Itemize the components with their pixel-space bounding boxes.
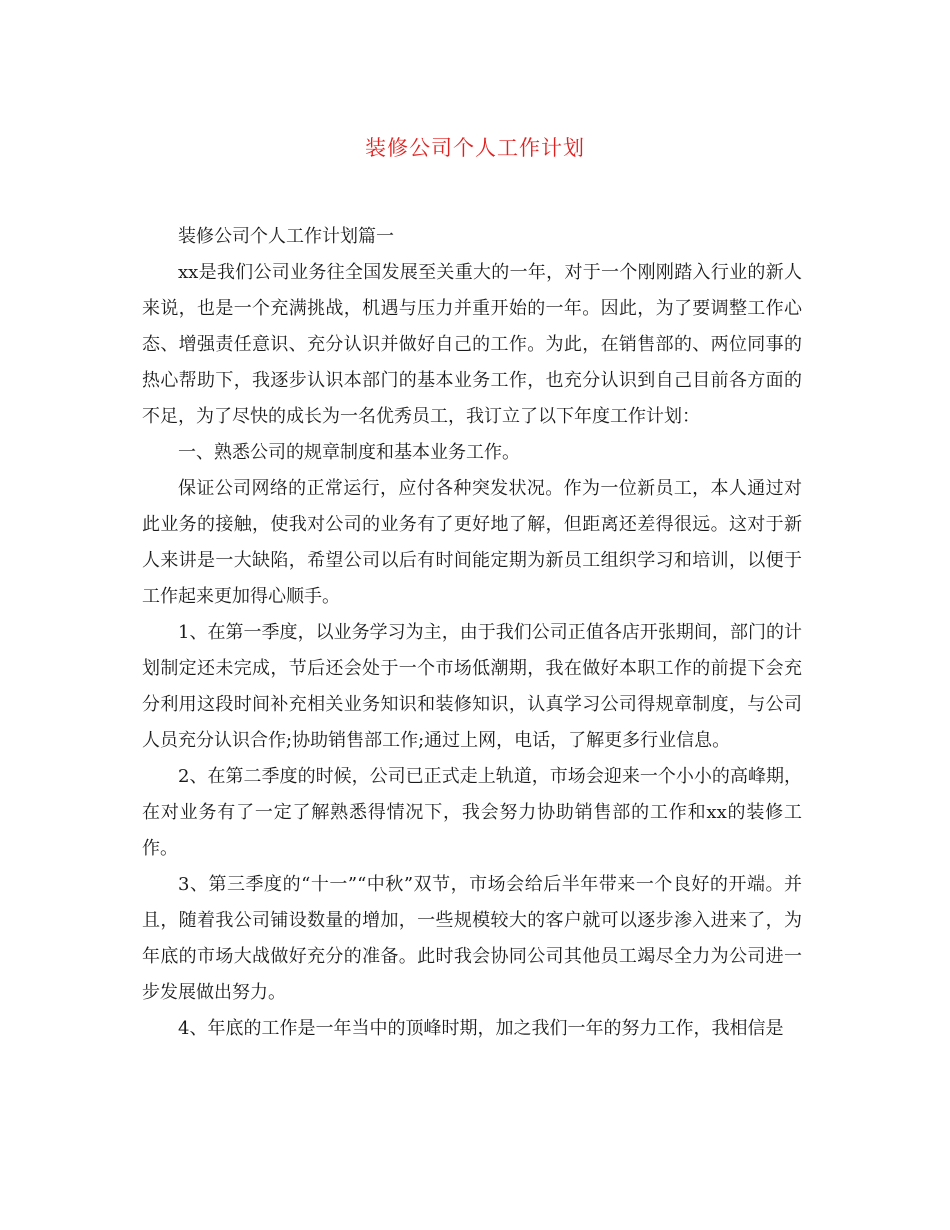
document-body [142, 219, 802, 1047]
paragraph-point-one: 一、熟悉公司的规章制度和基本业务工作。 [178, 442, 520, 463]
paragraph-network: 保证公司网络的正常运行，应付各种突发状况。作为一位新员工，本人通过对此业务的接触，使我对公司的业务有了更好地了解，但距离还差得很远。这对于新人来讲是一大缺陷，希望公司以后有时间能定期为新员工组织学习和培训，以便于工作起来更加得心顺手。 [142, 478, 802, 607]
paragraph-intro: xx是我们公司业务往全国发展至关重大的一年，对于一个刚刚踏入行业的新人来说，也是一个充满挑战，机遇与压力并重开始的一年。因此，为了要调整工作心态、增强责任意识、充分认识并做好自己的工作。为此，在销售部的、两位同事的热心帮助下，我逐步认识本部门的基本业务工作，也充分认识到自己目前各方面的不足，为了尽快的成长为一名优秀员工，我订立了以下年度工作计划： [142, 262, 802, 427]
paragraph-q3: 3、第三季度的“十一”“中秋”双节，市场会给后半年带来一个良好的开端。并且，随着我公司铺设数量的增加，一些规模较大的客户就可以逐步渗入进来了，为年底的市场大战做好充分的准备。此时我会协同公司其他员工竭尽全力为公司进一步发展做出努力。 [142, 874, 802, 1003]
paragraph-q4: 4、年底的工作是一年当中的顶峰时期，加之我们一年的努力工作，我相信是 [178, 1018, 784, 1039]
paragraph-q2: 2、在第二季度的时候，公司已正式走上轨道，市场会迎来一个小小的高峰期，在对业务有了一定了解熟悉得情况下，我会努力协助销售部的工作和xx的装修工作。 [142, 766, 802, 859]
document-title: 装修公司个人工作计划 [365, 136, 585, 160]
section-heading: 装修公司个人工作计划篇一 [178, 226, 394, 247]
paragraph-q1: 1、在第一季度，以业务学习为主，由于我们公司正值各店开张期间，部门的计划制定还未完成，节后还会处于一个市场低潮期，我在做好本职工作的前提下会充分利用这段时间补充相关业务知识和装修知识，认真学习公司得规章制度，与公司人员充分认识合作;协助销售部工作;通过上网，电话，了解更多行业信息。 [142, 622, 802, 751]
